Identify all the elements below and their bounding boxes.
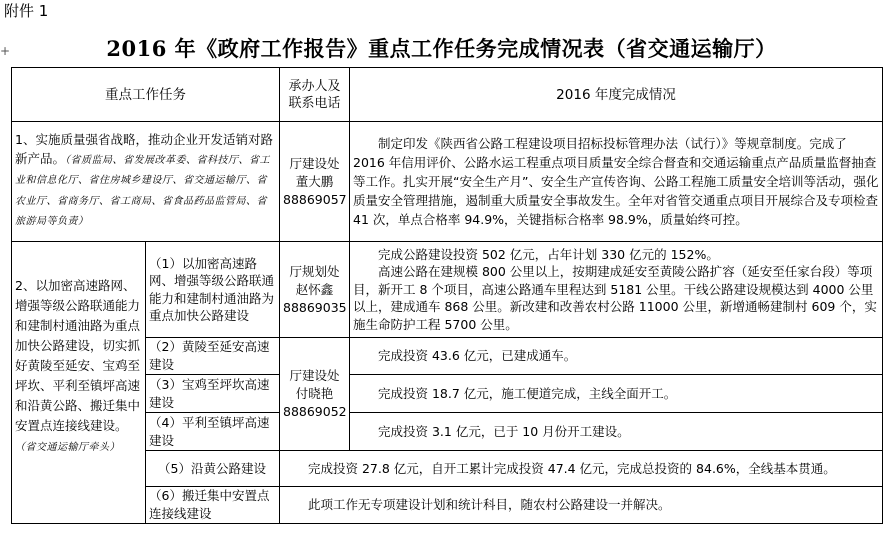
row1-status: 制定印发《陕西省公路工程建设项目招标投标管理办法（试行）》等规章制度。完成了 2016 年信用评价、公路水运工程重点项目质量安全综合督查和交通运输重点产品质量监督抽查等工作。扎实开展“安全生产月”、安全生产宣传咨询、公路工程施工质量安全培训等活动，强化质量安全管理措施，遏制重大质量安全事故发生。全年对省管交通重点项目开展综合及专项检查 41 次，单点合格率 94.9%，关键指标合格率 98.9%，质量始终可控。 xyxy=(350,122,883,242)
header-task: 重点工作任务 xyxy=(12,68,280,122)
header-contact: 承办人及联系电话 xyxy=(280,68,350,122)
table-row xyxy=(12,122,883,242)
row2-contact-b-phone: 88869052 xyxy=(283,404,347,419)
row2-contact-b-dept: 厅建设处 xyxy=(289,368,340,383)
row1-contact-phone: 88869057 xyxy=(283,191,347,207)
row1-task-cell xyxy=(12,122,280,242)
subtask-1-status-2: 高速公路在建规模 800 公里以上，按期建成延安至黄陵公路扩容（延安至任家台段）等项目，新开工 8 个项目，高速公路通车里程达到 5181 公里。干线公路建设规模达到 4000 公里以上，建成通车 868 公里。新改建和改善农村公路 11000 公里，新增通畅建制村 609 个，实施生命防护工程 5700 公里。 xyxy=(353,264,877,332)
row2-task-note: （省交通运输厅牵头） xyxy=(15,442,120,453)
row2-contact-a-cell xyxy=(280,242,350,338)
row2-contact-a-name: 赵怀鑫 xyxy=(295,281,334,297)
subtask-2: （2）黄陵至延安高速建设 xyxy=(146,338,280,375)
subtask-4-status: 完成投资 3.1 亿元，已于 10 月份开工建设。 xyxy=(350,413,883,451)
row2-contact-a-dept: 厅规划处 xyxy=(289,263,340,279)
subtask-6-status: 此项工作无专项建设计划和统计科目，随农村公路建设一并解决。 xyxy=(280,487,883,524)
row1-task: 1、实施质量强省战略，推动企业开发适销对路新产品。 xyxy=(15,132,273,166)
row1-contact-cell xyxy=(280,122,350,242)
subtask-6: （6）搬迁集中安置点连接线建设 xyxy=(146,487,280,524)
subtask-1-status-1: 完成公路建设投资 502 亿元，占年计划 330 亿元的 152%。 xyxy=(378,246,719,262)
subtask-3-status: 完成投资 18.7 亿元，施工便道完成，主线全面开工。 xyxy=(350,375,883,413)
header-status: 2016 年度完成情况 xyxy=(350,68,883,122)
row2-task: 2、以加密高速路网、增强等级公路联通能力和建制村通油路为重点加快公路建设，切实抓好黄陵至延安、宝鸡至坪坎、平利至镇坪高速和沿黄公路、搬迁集中安置点连接线建设。 xyxy=(15,278,141,433)
subtask-2-status: 完成投资 43.6 亿元，已建成通车。 xyxy=(350,338,883,375)
row1-contact-dept: 厅建设处 xyxy=(289,155,340,171)
table-row xyxy=(12,242,883,338)
subtask-1-status-cell xyxy=(350,242,883,338)
page-title: 2016 年《政府工作报告》重点工作任务完成情况表（省交通运输厅） xyxy=(106,36,777,61)
row1-contact-name: 董大鹏 xyxy=(295,173,334,189)
table-header-row xyxy=(12,68,883,122)
row2-task-cell xyxy=(12,242,146,524)
subtask-4: （4）平利至镇坪高速建设 xyxy=(146,413,280,451)
task-table xyxy=(11,67,883,524)
row2-contact-b-name: 付晓艳 xyxy=(295,386,334,401)
row2-contact-a-phone: 88869035 xyxy=(283,299,347,315)
attachment-label: 附件 1 xyxy=(4,2,49,20)
crosshair-icon: + xyxy=(0,44,11,58)
subtask-3: （3）宝鸡至坪坎高速建设 xyxy=(146,375,280,413)
row1-task-note: （省质监局、省发展改革委、省科技厅、省工业和信息化厅、省住房城乡建设厅、省交通运输厅、省农业厅、省商务厅、省工商局、省食品药品监管局、省旅游局等负责） xyxy=(15,154,271,228)
subtask-5-status: 完成投资 27.8 亿元，自开工累计完成投资 47.4 亿元，完成总投资的 84.6%，全线基本贯通。 xyxy=(280,451,883,487)
row2-contact-b-cell xyxy=(280,338,350,451)
subtask-1: （1）以加密高速路网、增强等级公路联通能力和建制村通油路为重点加快公路建设 xyxy=(146,242,280,338)
subtask-5: （5）沿黄公路建设 xyxy=(146,451,280,487)
